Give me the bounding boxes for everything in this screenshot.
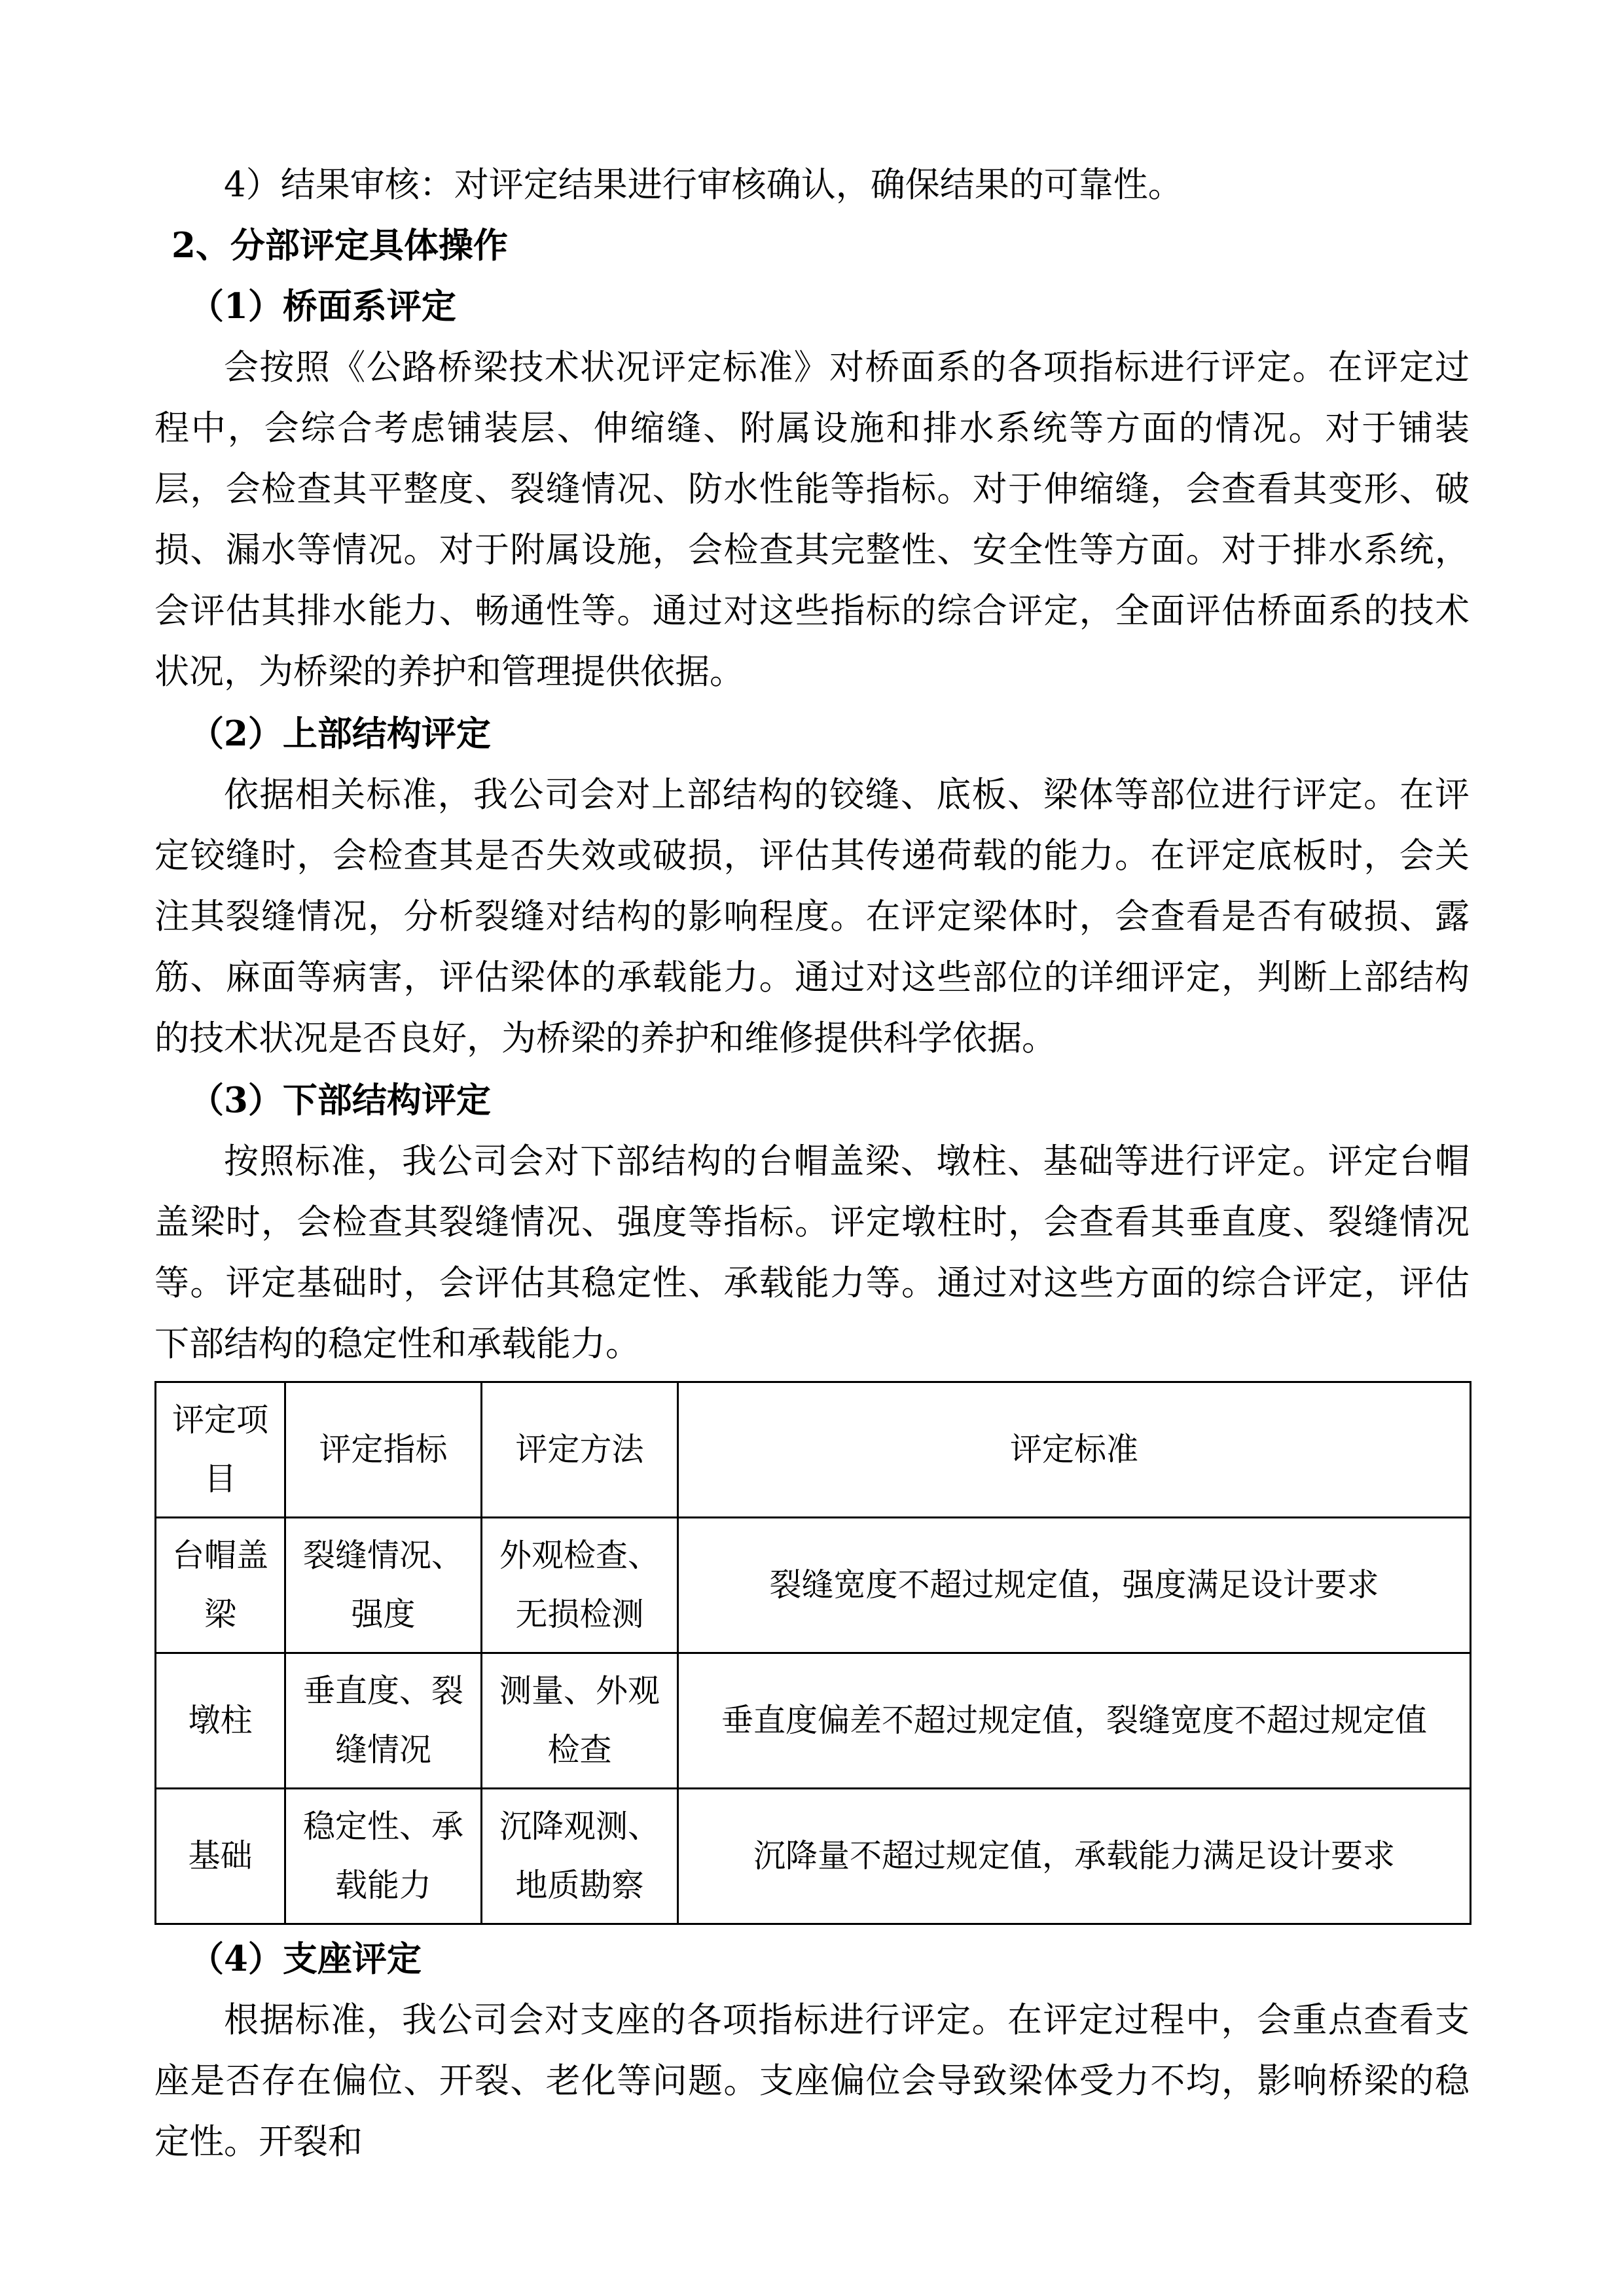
document-body — [154, 154, 1470, 2172]
subsection-heading-substructure: （3）下部结构评定 — [189, 1080, 491, 1121]
section-heading-evaluation-operations: 2、分部评定具体操作 — [171, 225, 508, 266]
table-cell-item: 墩柱 — [156, 1653, 285, 1789]
table-cell-standard: 裂缝宽度不超过规定值，强度满足设计要求 — [678, 1518, 1471, 1653]
table-header-indicator: 评定指标 — [285, 1382, 482, 1518]
table-cell-standard: 垂直度偏差不超过规定值，裂缝宽度不超过规定值 — [678, 1653, 1471, 1789]
table-row — [156, 1789, 1471, 1924]
table-row — [156, 1653, 1471, 1789]
table-header-method: 评定方法 — [482, 1382, 678, 1518]
subsection-heading-bearing: （4）支座评定 — [189, 1939, 422, 1979]
table-cell-method: 外观检查、无损检测 — [482, 1518, 678, 1653]
table-cell-indicator: 裂缝情况、强度 — [285, 1518, 482, 1653]
subsection-body-superstructure: 依据相关标准，我公司会对上部结构的铰缝、底板、梁体等部位进行评定。在评定铰缝时，会检查其是否失效或破损，评估其传递荷载的能力。在评定底板时，会关注其裂缝情况，分析裂缝对结构的影响程度。在评定梁体时，会查看是否有破损、露筋、麻面等病害，评估梁体的承载能力。通过对这些部位的详细评定，判断上部结构的技术状况是否良好，为桥梁的养护和维修提供科学依据。 — [154, 775, 1470, 1058]
table-cell-method: 沉降观测、地质勘察 — [482, 1789, 678, 1924]
table-row — [156, 1518, 1471, 1653]
list-item-result-review: 4）结果审核：对评定结果进行审核确认，确保结果的可靠性。 — [224, 165, 1183, 205]
table-cell-indicator: 垂直度、裂缝情况 — [285, 1653, 482, 1789]
subsection-body-bearing: 根据标准，我公司会对支座的各项指标进行评定。在评定过程中，会重点查看支座是否存在偏位、开裂、老化等问题。支座偏位会导致梁体受力不均，影响桥梁的稳定性。开裂和 — [154, 2000, 1470, 2162]
subsection-body-substructure: 按照标准，我公司会对下部结构的台帽盖梁、墩柱、基础等进行评定。评定台帽盖梁时，会检查其裂缝情况、强度等指标。评定墩柱时，会查看其垂直度、裂缝情况等。评定基础时，会评估其稳定性、承载能力等。通过对这些方面的综合评定，评估下部结构的稳定性和承载能力。 — [154, 1141, 1470, 1364]
table-cell-indicator: 稳定性、承载能力 — [285, 1789, 482, 1924]
table-cell-item: 基础 — [156, 1789, 285, 1924]
subsection-heading-bridge-deck: （1）桥面系评定 — [189, 286, 456, 327]
table-cell-method: 测量、外观检查 — [482, 1653, 678, 1789]
table-header-row — [156, 1382, 1471, 1518]
substructure-evaluation-table — [154, 1381, 1471, 1925]
table-cell-item: 台帽盖梁 — [156, 1518, 285, 1653]
table-header-item: 评定项目 — [156, 1382, 285, 1518]
subsection-body-bridge-deck: 会按照《公路桥梁技术状况评定标准》对桥面系的各项指标进行评定。在评定过程中，会综合考虑铺装层、伸缩缝、附属设施和排水系统等方面的情况。对于铺装层，会检查其平整度、裂缝情况、防水性能等指标。对于伸缩缝，会查看其变形、破损、漏水等情况。对于附属设施，会检查其完整性、安全性等方面。对于排水系统，会评估其排水能力、畅通性等。通过对这些指标的综合评定，全面评估桥面系的技术状况，为桥梁的养护和管理提供依据。 — [154, 348, 1470, 692]
table-header-standard: 评定标准 — [678, 1382, 1471, 1518]
table-cell-standard: 沉降量不超过规定值，承载能力满足设计要求 — [678, 1789, 1471, 1924]
subsection-heading-superstructure: （2）上部结构评定 — [189, 713, 491, 754]
